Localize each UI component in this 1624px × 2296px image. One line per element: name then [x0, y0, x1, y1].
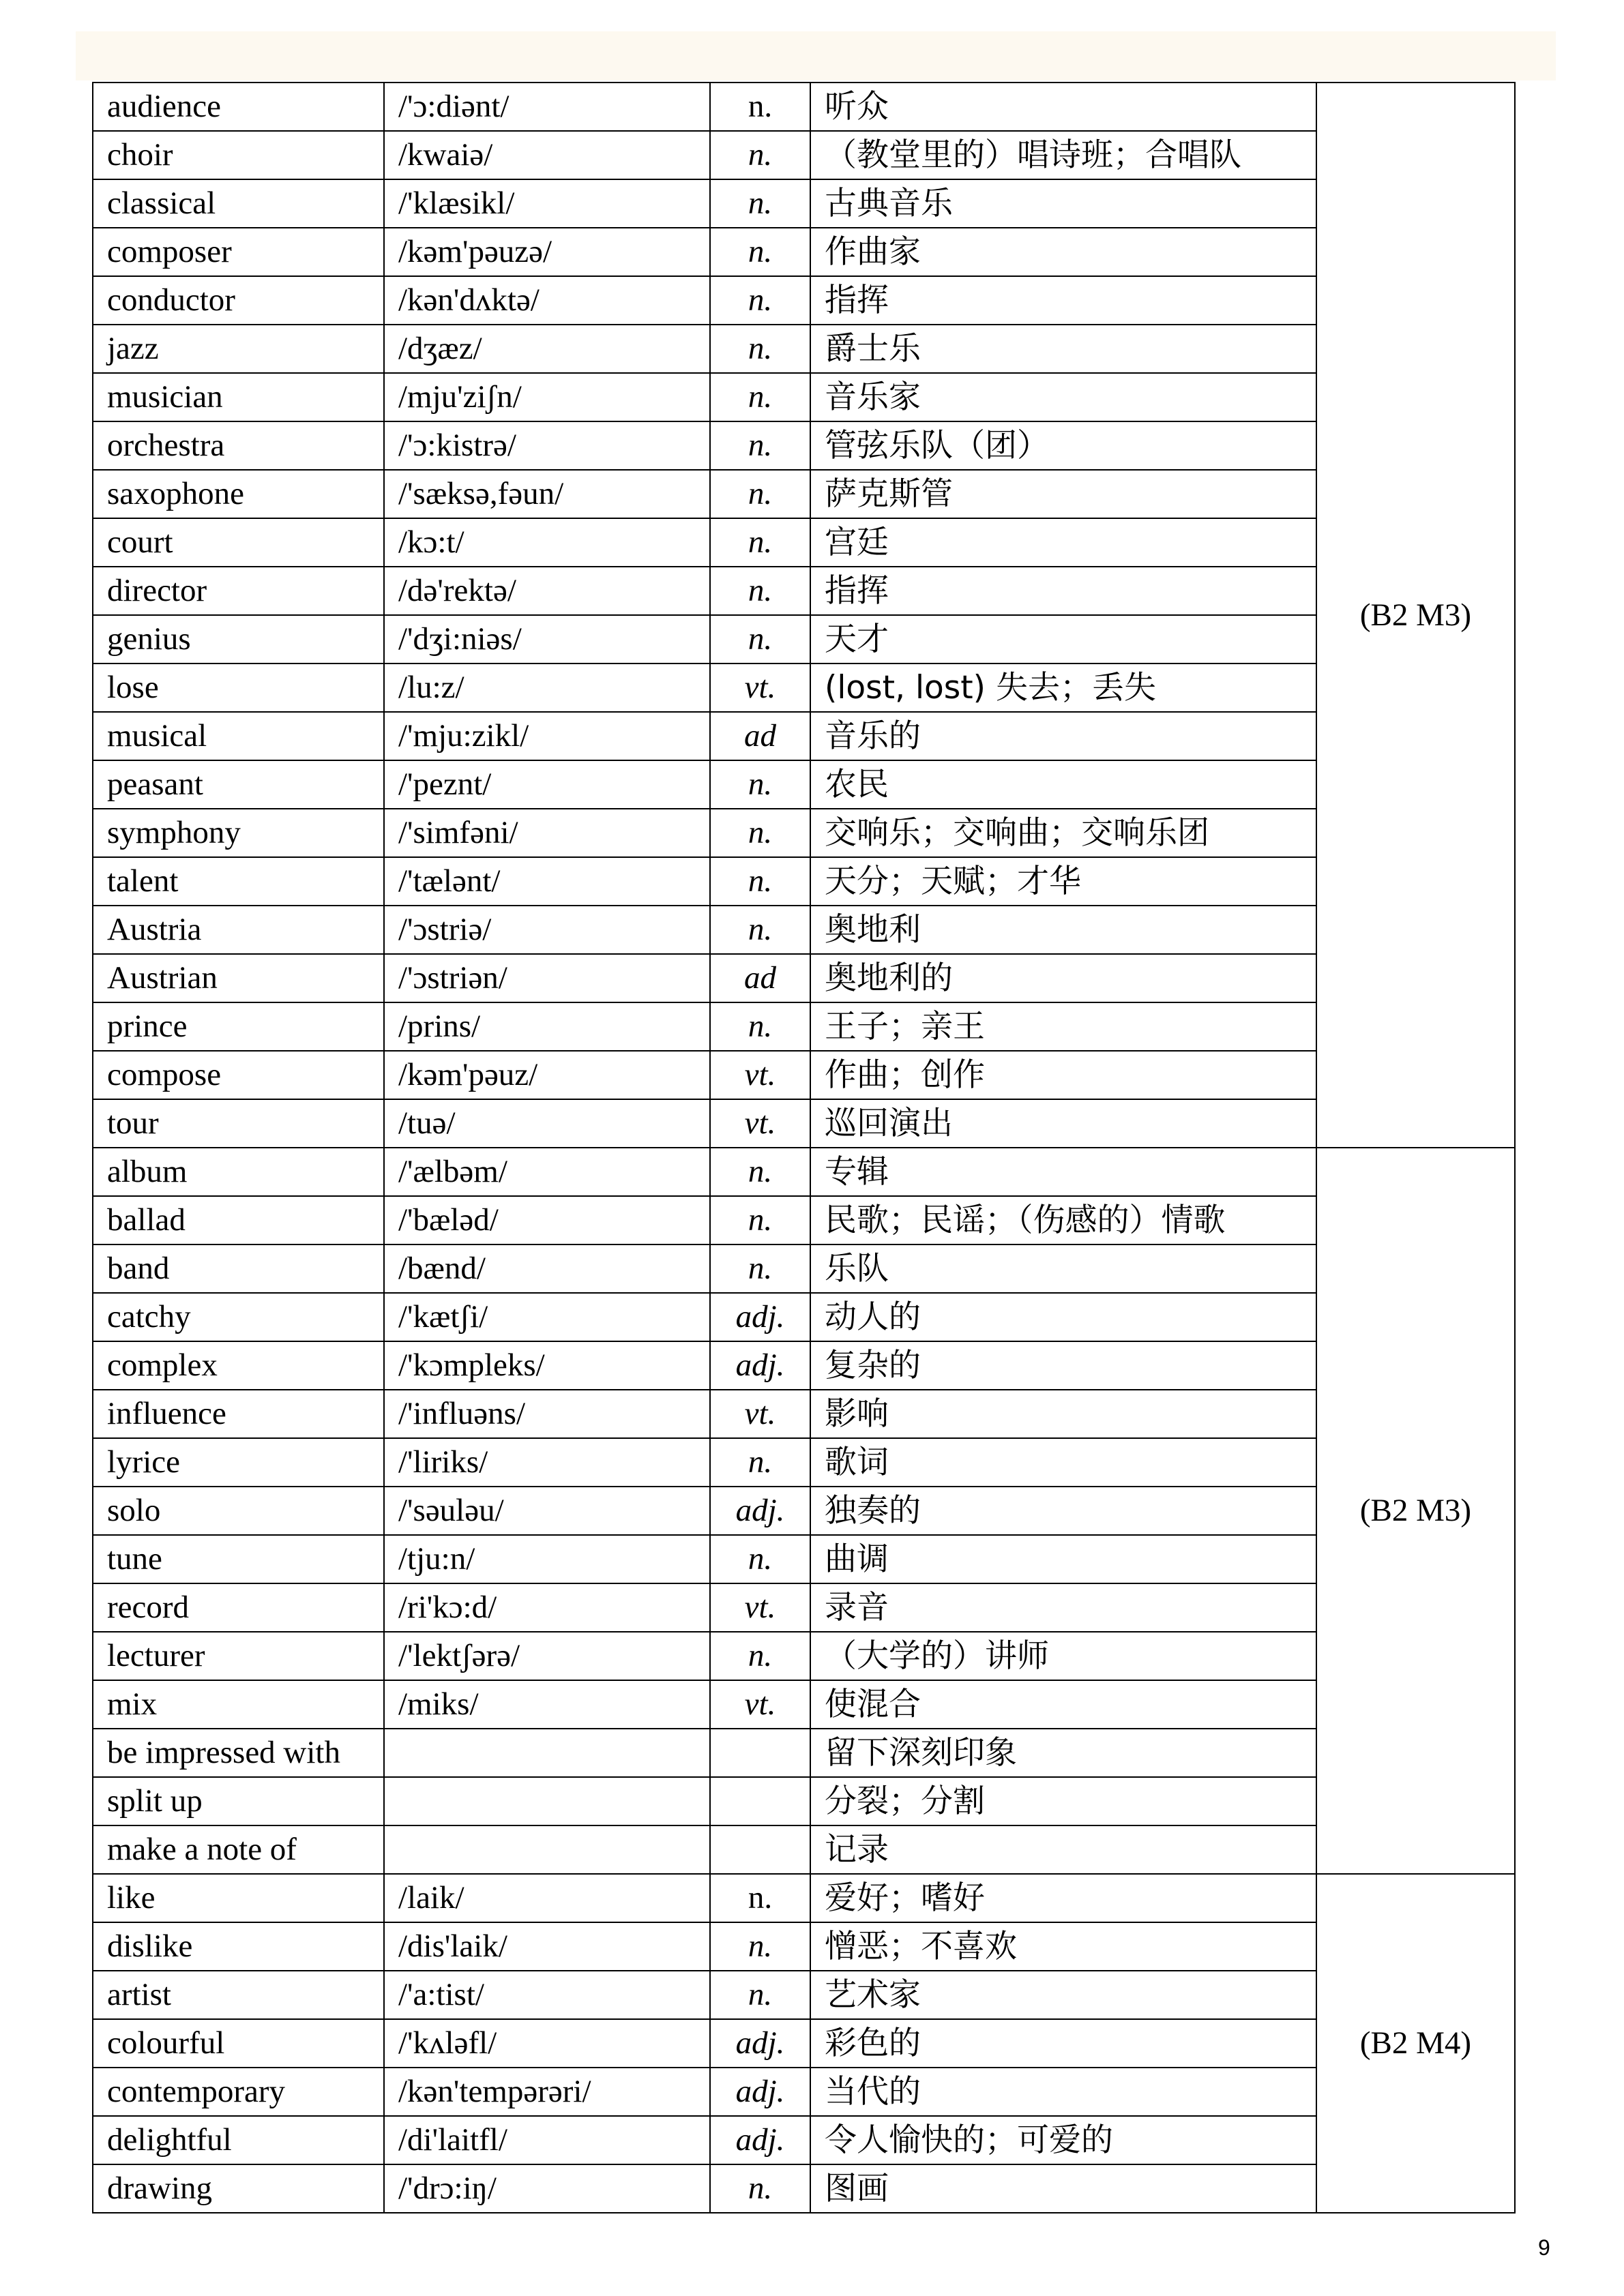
meaning-cell: 影响 [810, 1390, 1316, 1438]
word-cell: jazz [93, 325, 384, 373]
table-row [93, 1051, 1515, 1099]
part-of-speech-cell: n. [710, 179, 810, 228]
phonetic-cell: /'bæləd/ [384, 1196, 710, 1244]
phonetic-cell: /ri'kɔ:d/ [384, 1583, 710, 1632]
meaning-cell: 当代的 [810, 2068, 1316, 2116]
table-row [93, 1341, 1515, 1390]
table-row [93, 2068, 1515, 2116]
table-row [93, 1777, 1515, 1825]
meaning-cell: （大学的）讲师 [810, 1632, 1316, 1680]
phonetic-cell: /dʒæz/ [384, 325, 710, 373]
meaning-cell: 指挥 [810, 276, 1316, 325]
table-row [93, 1632, 1515, 1680]
meaning-cell: 留下深刻印象 [810, 1729, 1316, 1777]
meaning-cell: 作曲；创作 [810, 1051, 1316, 1099]
phonetic-cell: /'kɔmpleks/ [384, 1341, 710, 1390]
meaning-cell: 农民 [810, 760, 1316, 809]
word-cell: choir [93, 131, 384, 179]
word-cell: ballad [93, 1196, 384, 1244]
phonetic-cell: /'ɔ:kistrə/ [384, 421, 710, 470]
word-cell: talent [93, 857, 384, 906]
table-row [93, 1825, 1515, 1874]
phonetic-cell: /'ɔstriə/ [384, 906, 710, 954]
word-cell: drawing [93, 2164, 384, 2213]
meaning-cell: 天分；天赋；才华 [810, 857, 1316, 906]
table-row [93, 1874, 1515, 1922]
phonetic-cell: /'klæsikl/ [384, 179, 710, 228]
part-of-speech-cell: n. [710, 615, 810, 664]
meaning-cell: 王子；亲王 [810, 1002, 1316, 1051]
meaning-cell: 爵士乐 [810, 325, 1316, 373]
table-row [93, 179, 1515, 228]
part-of-speech-cell [710, 1825, 810, 1874]
phonetic-cell: /'mju:zikl/ [384, 712, 710, 760]
table-row [93, 83, 1515, 131]
phonetic-cell: /kəm'pəuzə/ [384, 228, 710, 276]
phonetic-cell: /bænd/ [384, 1244, 710, 1293]
part-of-speech-cell: n. [710, 1874, 810, 1922]
part-of-speech-cell: adj. [710, 2116, 810, 2164]
phonetic-cell: /prins/ [384, 1002, 710, 1051]
meaning-cell: 令人愉快的；可爱的 [810, 2116, 1316, 2164]
phonetic-cell [384, 1777, 710, 1825]
word-cell: complex [93, 1341, 384, 1390]
phonetic-cell: /'dʒi:niəs/ [384, 615, 710, 664]
word-cell: make a note of [93, 1825, 384, 1874]
table-row [93, 276, 1515, 325]
meaning-cell: 爱好；嗜好 [810, 1874, 1316, 1922]
table-row [93, 373, 1515, 421]
part-of-speech-cell: n. [710, 228, 810, 276]
phonetic-cell: /dis'laik/ [384, 1922, 710, 1971]
table-row [93, 712, 1515, 760]
word-cell: delightful [93, 2116, 384, 2164]
word-cell: solo [93, 1487, 384, 1535]
table-row [93, 1196, 1515, 1244]
meaning-cell: 使混合 [810, 1680, 1316, 1729]
phonetic-cell: /'səuləu/ [384, 1487, 710, 1535]
phonetic-cell: /'influəns/ [384, 1390, 710, 1438]
word-cell: lecturer [93, 1632, 384, 1680]
word-cell: symphony [93, 809, 384, 857]
part-of-speech-cell: n. [710, 1148, 810, 1196]
meaning-cell: 巡回演出 [810, 1099, 1316, 1148]
phonetic-cell: /'simfəni/ [384, 809, 710, 857]
table-row [93, 1293, 1515, 1341]
word-cell: Austrian [93, 954, 384, 1002]
word-cell: split up [93, 1777, 384, 1825]
phonetic-cell: /də'rektə/ [384, 567, 710, 615]
word-cell: director [93, 567, 384, 615]
phonetic-cell: /'kætʃi/ [384, 1293, 710, 1341]
word-cell: conductor [93, 276, 384, 325]
meaning-cell: 动人的 [810, 1293, 1316, 1341]
part-of-speech-cell: n. [710, 1244, 810, 1293]
word-cell: tour [93, 1099, 384, 1148]
part-of-speech-cell: n. [710, 1002, 810, 1051]
word-cell: dislike [93, 1922, 384, 1971]
phonetic-cell: /'a:tist/ [384, 1971, 710, 2019]
phonetic-cell: /miks/ [384, 1680, 710, 1729]
meaning-cell: 图画 [810, 2164, 1316, 2213]
phonetic-cell: /kən'tempərəri/ [384, 2068, 710, 2116]
table-row [93, 1487, 1515, 1535]
table-row [93, 325, 1515, 373]
meaning-cell: 记录 [810, 1825, 1316, 1874]
word-cell: tune [93, 1535, 384, 1583]
phonetic-cell: /lu:z/ [384, 664, 710, 712]
meaning-cell: 作曲家 [810, 228, 1316, 276]
part-of-speech-cell: adj. [710, 1293, 810, 1341]
part-of-speech-cell: n. [710, 809, 810, 857]
phonetic-cell: /mju'ziʃn/ [384, 373, 710, 421]
phonetic-cell: /'lektʃərə/ [384, 1632, 710, 1680]
word-cell: musical [93, 712, 384, 760]
part-of-speech-cell: n. [710, 325, 810, 373]
meaning-cell: 音乐家 [810, 373, 1316, 421]
meaning-cell: 奥地利的 [810, 954, 1316, 1002]
phonetic-cell: /'ælbəm/ [384, 1148, 710, 1196]
phonetic-cell: /'ɔstriən/ [384, 954, 710, 1002]
page-number: 9 [1538, 2235, 1550, 2260]
word-cell: lyrice [93, 1438, 384, 1487]
word-cell: contemporary [93, 2068, 384, 2116]
part-of-speech-cell: n. [710, 906, 810, 954]
vocabulary-table-body [93, 83, 1515, 2213]
unit-label-cell: (B2 M3) [1316, 83, 1515, 1148]
part-of-speech-cell: n. [710, 1438, 810, 1487]
table-row [93, 954, 1515, 1002]
part-of-speech-cell: n. [710, 421, 810, 470]
vocabulary-table [92, 82, 1516, 2213]
phonetic-cell: /tju:n/ [384, 1535, 710, 1583]
meaning-cell: 管弦乐队（团） [810, 421, 1316, 470]
part-of-speech-cell: adj. [710, 1487, 810, 1535]
part-of-speech-cell: adj. [710, 2019, 810, 2068]
word-cell: band [93, 1244, 384, 1293]
part-of-speech-cell: n. [710, 470, 810, 518]
phonetic-cell: /tuə/ [384, 1099, 710, 1148]
part-of-speech-cell: ad [710, 954, 810, 1002]
meaning-cell: 萨克斯管 [810, 470, 1316, 518]
phonetic-cell: /di'laitfl/ [384, 2116, 710, 2164]
part-of-speech-cell: n. [710, 2164, 810, 2213]
meaning-cell: 独奏的 [810, 1487, 1316, 1535]
table-row [93, 567, 1515, 615]
table-row [93, 1729, 1515, 1777]
table-row [93, 470, 1515, 518]
word-cell: audience [93, 83, 384, 131]
table-row [93, 857, 1515, 906]
meaning-cell: 复杂的 [810, 1341, 1316, 1390]
table-row [93, 760, 1515, 809]
phonetic-cell: /'peznt/ [384, 760, 710, 809]
part-of-speech-cell: n. [710, 857, 810, 906]
table-row [93, 809, 1515, 857]
phonetic-cell: /kən'dʌktə/ [384, 276, 710, 325]
part-of-speech-cell: n. [710, 1632, 810, 1680]
phonetic-cell: /'kʌləfl/ [384, 2019, 710, 2068]
table-row [93, 615, 1515, 664]
part-of-speech-cell: n. [710, 1196, 810, 1244]
table-row [93, 1438, 1515, 1487]
meaning-cell: 彩色的 [810, 2019, 1316, 2068]
part-of-speech-cell: vt. [710, 1680, 810, 1729]
word-cell: like [93, 1874, 384, 1922]
word-cell: record [93, 1583, 384, 1632]
phonetic-cell: /laik/ [384, 1874, 710, 1922]
phonetic-cell: /'ɔ:diənt/ [384, 83, 710, 131]
phonetic-cell: /'tælənt/ [384, 857, 710, 906]
phonetic-cell: /kəm'pəuz/ [384, 1051, 710, 1099]
word-cell: compose [93, 1051, 384, 1099]
word-cell: lose [93, 664, 384, 712]
word-cell: be impressed with [93, 1729, 384, 1777]
meaning-cell: 曲调 [810, 1535, 1316, 1583]
part-of-speech-cell [710, 1729, 810, 1777]
word-cell: mix [93, 1680, 384, 1729]
part-of-speech-cell: n. [710, 373, 810, 421]
table-row [93, 228, 1515, 276]
word-cell: musician [93, 373, 384, 421]
part-of-speech-cell: n. [710, 1971, 810, 2019]
header-band [76, 31, 1556, 80]
meaning-cell: 奥地利 [810, 906, 1316, 954]
meaning-cell: (lost, lost) 失去；丢失 [810, 664, 1316, 712]
table-row [93, 906, 1515, 954]
meaning-cell: 天才 [810, 615, 1316, 664]
table-row [93, 664, 1515, 712]
meaning-cell: 听众 [810, 83, 1316, 131]
part-of-speech-cell: n. [710, 276, 810, 325]
phonetic-cell: /'liriks/ [384, 1438, 710, 1487]
part-of-speech-cell: n. [710, 131, 810, 179]
part-of-speech-cell: ad [710, 712, 810, 760]
part-of-speech-cell: vt. [710, 1583, 810, 1632]
part-of-speech-cell: adj. [710, 2068, 810, 2116]
phonetic-cell [384, 1729, 710, 1777]
unit-label-cell: (B2 M3) [1316, 1148, 1515, 1874]
meaning-cell: 宫廷 [810, 518, 1316, 567]
meaning-cell: 分裂；分割 [810, 1777, 1316, 1825]
word-cell: artist [93, 1971, 384, 2019]
meaning-cell: （教堂里的）唱诗班；合唱队 [810, 131, 1316, 179]
word-cell: court [93, 518, 384, 567]
phonetic-cell: /'sæksə,fəun/ [384, 470, 710, 518]
phonetic-cell: /kwaiə/ [384, 131, 710, 179]
phonetic-cell: /'drɔ:iŋ/ [384, 2164, 710, 2213]
meaning-cell: 民歌；民谣；（伤感的）情歌 [810, 1196, 1316, 1244]
part-of-speech-cell: n. [710, 760, 810, 809]
table-row [93, 518, 1515, 567]
meaning-cell: 艺术家 [810, 1971, 1316, 2019]
part-of-speech-cell: n. [710, 1922, 810, 1971]
part-of-speech-cell: vt. [710, 664, 810, 712]
table-row [93, 1099, 1515, 1148]
word-cell: composer [93, 228, 384, 276]
table-row [93, 421, 1515, 470]
word-cell: influence [93, 1390, 384, 1438]
part-of-speech-cell: n. [710, 567, 810, 615]
part-of-speech-cell: n. [710, 518, 810, 567]
part-of-speech-cell: vt. [710, 1051, 810, 1099]
meaning-cell: 古典音乐 [810, 179, 1316, 228]
table-row [93, 2116, 1515, 2164]
unit-label-cell: (B2 M4) [1316, 1874, 1515, 2213]
word-cell: colourful [93, 2019, 384, 2068]
table-row [93, 1583, 1515, 1632]
word-cell: saxophone [93, 470, 384, 518]
table-row [93, 2164, 1515, 2213]
part-of-speech-cell [710, 1777, 810, 1825]
table-row [93, 2019, 1515, 2068]
word-cell: catchy [93, 1293, 384, 1341]
word-cell: peasant [93, 760, 384, 809]
table-row [93, 131, 1515, 179]
part-of-speech-cell: vt. [710, 1099, 810, 1148]
table-row [93, 1922, 1515, 1971]
word-cell: orchestra [93, 421, 384, 470]
part-of-speech-cell: n. [710, 1535, 810, 1583]
phonetic-cell: /kɔ:t/ [384, 518, 710, 567]
part-of-speech-cell: adj. [710, 1341, 810, 1390]
word-cell: Austria [93, 906, 384, 954]
phonetic-cell [384, 1825, 710, 1874]
table-row [93, 1680, 1515, 1729]
meaning-cell: 录音 [810, 1583, 1316, 1632]
meaning-cell: 歌词 [810, 1438, 1316, 1487]
meaning-cell: 音乐的 [810, 712, 1316, 760]
word-cell: prince [93, 1002, 384, 1051]
meaning-cell: 专辑 [810, 1148, 1316, 1196]
meaning-cell: 交响乐；交响曲；交响乐团 [810, 809, 1316, 857]
meaning-cell: 指挥 [810, 567, 1316, 615]
table-row [93, 1244, 1515, 1293]
table-row [93, 1148, 1515, 1196]
part-of-speech-cell: n. [710, 83, 810, 131]
table-row [93, 1971, 1515, 2019]
word-cell: album [93, 1148, 384, 1196]
table-row [93, 1390, 1515, 1438]
word-cell: classical [93, 179, 384, 228]
table-row [93, 1535, 1515, 1583]
word-cell: genius [93, 615, 384, 664]
table-row [93, 1002, 1515, 1051]
part-of-speech-cell: vt. [710, 1390, 810, 1438]
meaning-cell: 乐队 [810, 1244, 1316, 1293]
meaning-cell: 憎恶；不喜欢 [810, 1922, 1316, 1971]
